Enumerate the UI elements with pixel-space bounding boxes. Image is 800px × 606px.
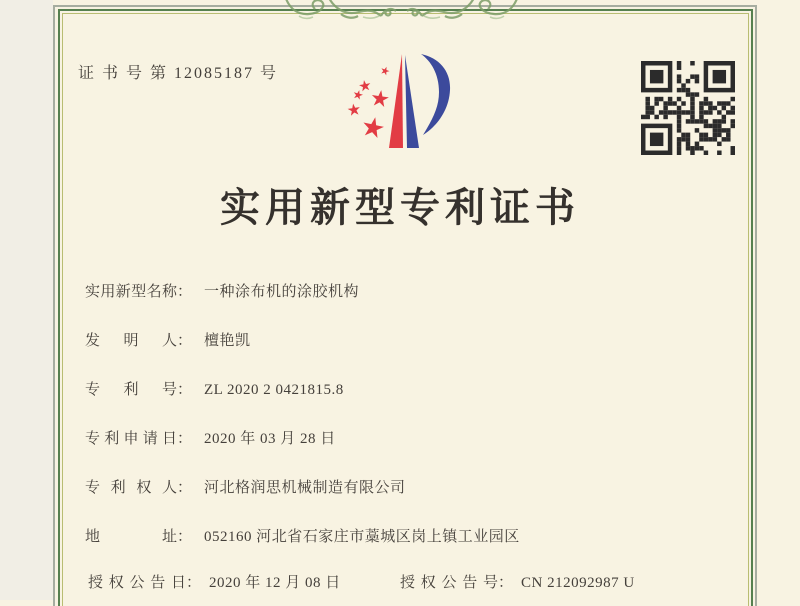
field-colon: ：	[186, 575, 202, 591]
field-value: 河北格润思机械制造有限公司	[204, 480, 406, 496]
field-row-patentee	[85, 476, 406, 497]
field-row-inventor	[85, 329, 251, 350]
page-left-margin	[0, 0, 53, 600]
field-colon: ：	[177, 529, 193, 545]
field-label: 发明人	[85, 333, 177, 349]
field-colon: ：	[177, 333, 193, 349]
field-label: 专利申请日	[85, 431, 177, 447]
green-scroll-flourish-icon	[283, 0, 520, 20]
field-value: 052160 河北省石家庄市藁城区岗上镇工业园区	[204, 529, 520, 545]
field-value: 檀艳凯	[204, 333, 251, 349]
field-value: ZL 2020 2 0421815.8	[204, 382, 344, 398]
field-label: 专利号	[85, 382, 177, 398]
certificate-title: 实用新型专利证书	[220, 185, 580, 230]
field-value: 2020 年 03 月 28 日	[204, 431, 336, 447]
field-colon: ：	[498, 575, 514, 591]
grant-number-label: 授权公告号	[400, 575, 498, 591]
field-label: 实用新型名称	[85, 284, 177, 300]
field-row-patent-no	[85, 378, 344, 399]
field-row-name	[85, 280, 359, 301]
grant-number	[400, 571, 635, 592]
field-colon: ：	[177, 284, 193, 300]
field-row-address	[85, 525, 520, 546]
field-value: 一种涂布机的涂胶机构	[204, 284, 360, 300]
field-label: 专利权人	[85, 480, 177, 496]
field-colon: ：	[177, 480, 193, 496]
grant-number-value: CN 212092987 U	[521, 575, 635, 591]
field-row-filing-date	[85, 427, 336, 448]
grant-date	[88, 571, 341, 592]
field-colon: ：	[177, 382, 193, 398]
certificate-number: 证 书 号 第 12085187 号	[78, 65, 279, 82]
grant-date-label: 授权公告日	[88, 575, 186, 591]
grant-date-value: 2020 年 12 月 08 日	[209, 575, 341, 591]
field-colon: ：	[177, 431, 193, 447]
field-label: 地址	[85, 529, 177, 545]
qr-code	[641, 61, 735, 155]
cnipa-logo-icon	[336, 52, 454, 164]
